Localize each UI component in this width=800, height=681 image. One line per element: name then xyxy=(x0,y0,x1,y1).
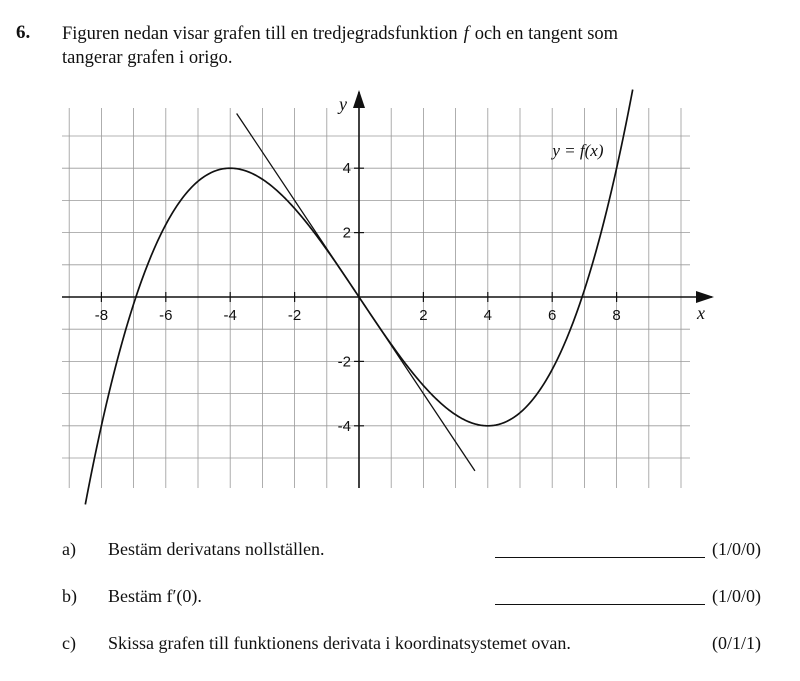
task-points: (0/1/1) xyxy=(712,633,761,653)
tangent-line xyxy=(237,113,475,470)
task-points: (1/0/0) xyxy=(712,539,761,559)
x-tick-label: -2 xyxy=(287,307,302,324)
x-tick-label: -6 xyxy=(159,307,173,324)
task-b xyxy=(0,586,800,612)
answer-line[interactable] xyxy=(495,604,705,605)
task-label: a) xyxy=(62,539,76,559)
y-axis-arrow xyxy=(353,90,365,108)
y-axis-label: y xyxy=(339,94,347,114)
y-tick-label: 4 xyxy=(342,160,351,178)
task-a xyxy=(0,539,800,565)
task-text: Skissa grafen till funktionens derivata i koordinatsystemet ovan. xyxy=(108,633,571,653)
question-text-line2: tangerar grafen i origo. xyxy=(62,48,233,68)
y-tick-label: 2 xyxy=(342,224,351,242)
x-axis-label: x xyxy=(697,303,705,323)
question-text-after: och en tangent som xyxy=(474,24,619,44)
task-text: Bestäm f′(0). xyxy=(108,586,202,606)
question-number: 6. xyxy=(16,22,31,43)
x-tick-label: 4 xyxy=(483,307,492,324)
task-text: Bestäm derivatans nollställen. xyxy=(108,539,325,559)
task-c xyxy=(0,633,800,659)
y-tick-label: -2 xyxy=(337,353,351,371)
answer-line[interactable] xyxy=(495,557,705,558)
y-tick-label: -4 xyxy=(337,417,351,435)
function-symbol: f xyxy=(463,24,469,44)
question-text-before: Figuren nedan visar grafen till en tredjegradsfunktion xyxy=(62,24,458,44)
x-tick-label: -8 xyxy=(94,307,109,324)
x-tick-label: 2 xyxy=(419,307,428,324)
x-tick-label: 8 xyxy=(612,307,621,324)
task-label: b) xyxy=(62,586,77,606)
task-points: (1/0/0) xyxy=(712,586,761,606)
x-tick-label: 6 xyxy=(548,307,557,324)
task-label: c) xyxy=(62,633,76,653)
curve-label: y = f(x) xyxy=(552,141,604,161)
x-axis-arrow xyxy=(696,291,714,303)
x-tick-label: -4 xyxy=(223,307,237,324)
